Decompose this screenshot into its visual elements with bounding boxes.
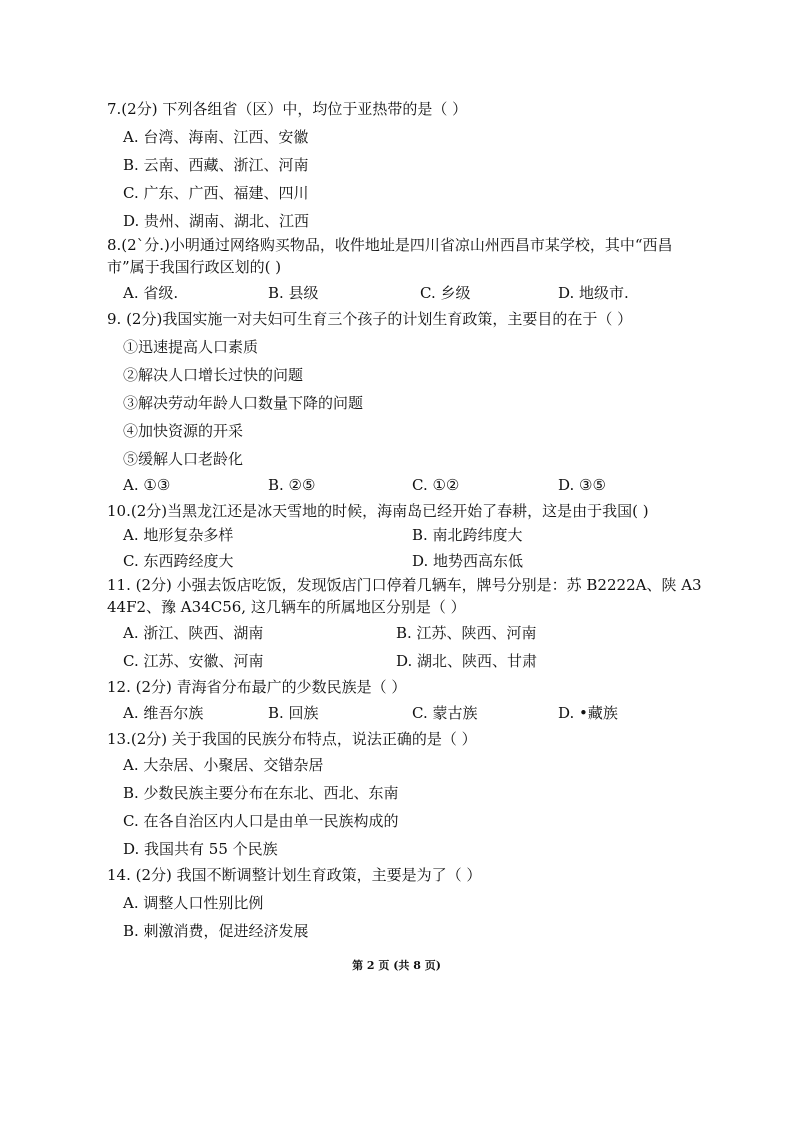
question-13-option-b: B. 少数民族主要分布在东北、西北、东南 — [123, 784, 399, 802]
question-14-option-b: B. 刺激消费，促进经济发展 — [123, 922, 309, 940]
question-9-item-3: ③解决劳动年龄人口数量下降的问题 — [123, 394, 364, 412]
question-10-option-b: B. 南北跨纬度大 — [412, 526, 523, 544]
question-9-option-d: D. ③⑤ — [558, 476, 606, 494]
question-13-stem: 13.(2分) 关于我国的民族分布特点，说法正确的是（ ） — [107, 730, 477, 748]
question-9-item-1: ①迅速提高人口素质 — [123, 338, 259, 356]
question-9-item-4: ④加快资源的开采 — [123, 422, 244, 440]
question-7-option-d: D. 贵州、湖南、湖北、江西 — [123, 212, 310, 230]
question-12-stem: 12. (2分) 青海省分布最广的少数民族是（ ） — [107, 678, 407, 696]
question-7-option-b: B. 云南、西藏、浙江、河南 — [123, 156, 309, 174]
question-8-option-d: D. 地级市. — [558, 284, 629, 302]
question-8-stem-line1: 8.(2`分.)小明通过网络购买物品，收件地址是四川省凉山州西昌市某学校，其中“西昌 — [107, 236, 673, 254]
question-12-option-c: C. 蒙古族 — [412, 704, 478, 722]
question-7-stem: 7.(2分) 下列各组省（区）中，均位于亚热带的是（ ） — [107, 100, 468, 118]
question-10-option-a: A. 地形复杂多样 — [123, 526, 234, 544]
question-10-option-d: D. 地势西高东低 — [412, 552, 524, 570]
question-8-option-c: C. 乡级 — [420, 284, 471, 302]
question-12-option-b: B. 回族 — [268, 704, 319, 722]
question-9-option-b: B. ②⑤ — [268, 476, 316, 494]
question-11-stem-line2: 44F2、豫 A34C56, 这几辆车的所属地区分别是（ ） — [107, 598, 466, 616]
question-9-option-c: C. ①② — [412, 476, 460, 494]
question-11-option-c: C. 江苏、安徽、河南 — [123, 652, 264, 670]
question-9-option-a: A. ①③ — [123, 476, 171, 494]
question-9-item-2: ②解决人口增长过快的问题 — [123, 366, 304, 384]
question-8-option-a: A. 省级. — [123, 284, 179, 302]
question-7-option-a: A. 台湾、海南、江西、安徽 — [123, 128, 309, 146]
question-14-stem: 14. (2分) 我国不断调整计划生育政策，主要是为了（ ） — [107, 866, 482, 884]
question-11-stem-line1: 11. (2分) 小强去饭店吃饭，发现饭店门口停着几辆车，牌号分别是：苏 B2222A、陕 A3 — [107, 576, 702, 594]
question-12-option-d: D. •藏族 — [558, 704, 618, 722]
page-footer: 第 2 页 (共 8 页) — [352, 959, 441, 972]
question-12-option-a: A. 维吾尔族 — [123, 704, 204, 722]
question-13-option-d: D. 我国共有 55 个民族 — [123, 840, 278, 858]
question-7-option-c: C. 广东、广西、福建、四川 — [123, 184, 309, 202]
question-8-stem-line2: 市”属于我国行政区划的( ) — [107, 258, 282, 276]
question-11-option-d: D. 湖北、陕西、甘肃 — [396, 652, 538, 670]
question-11-option-a: A. 浙江、陕西、湖南 — [123, 624, 264, 642]
question-9-stem: 9. (2分)我国实施一对夫妇可生育三个孩子的计划生育政策，主要目的在于（ ） — [107, 310, 633, 328]
question-9-item-5: ⑤缓解人口老龄化 — [123, 450, 244, 468]
question-13-option-a: A. 大杂居、小聚居、交错杂居 — [123, 756, 324, 774]
question-11-option-b: B. 江苏、陕西、河南 — [396, 624, 537, 642]
question-13-option-c: C. 在各自治区内人口是由单一民族构成的 — [123, 812, 399, 830]
question-10-option-c: C. 东西跨经度大 — [123, 552, 234, 570]
question-8-option-b: B. 县级 — [268, 284, 319, 302]
question-10-stem: 10.(2分)当黑龙江还是冰天雪地的时候，海南岛已经开始了春耕，这是由于我国( ) — [107, 502, 649, 520]
question-14-option-a: A. 调整人口性别比例 — [123, 894, 264, 912]
